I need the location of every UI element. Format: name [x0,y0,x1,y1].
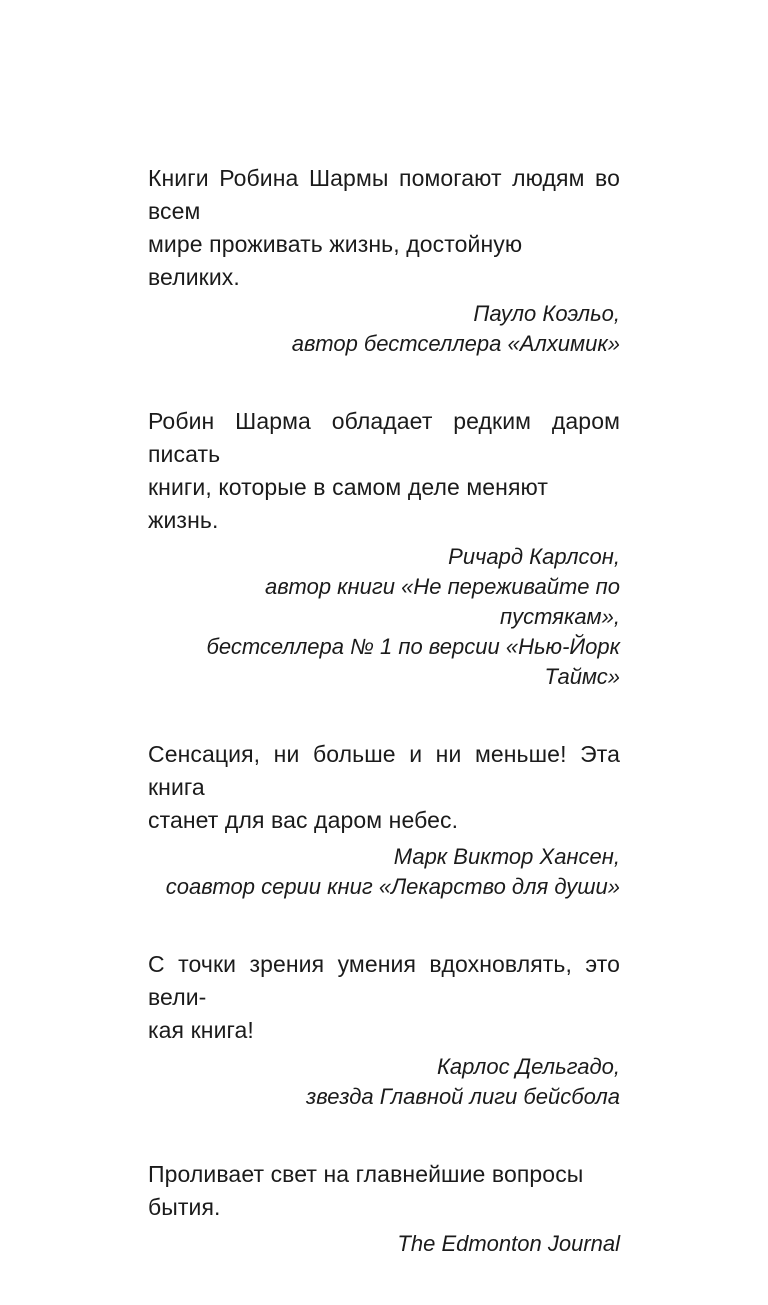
quote-line: станет для вас даром небес. [148,807,459,833]
attribution-line: автор книги «Не переживайте по пустякам», [265,574,620,629]
attribution-line: соавтор серии книг «Лекарство для души» [165,874,620,899]
testimonial-attribution [148,299,620,359]
testimonial-attribution [148,1052,620,1112]
quote-line: кая книга! [148,1017,254,1043]
testimonial-block [148,405,620,692]
attribution-line: The Edmonton Journal [397,1231,620,1256]
testimonial-block [148,948,620,1112]
testimonials-column [148,0,620,1305]
testimonial-attribution [148,1229,620,1259]
testimonial-quote [148,162,620,294]
quote-line: Робин Шарма обладает редким даром писать [148,408,620,467]
testimonial-attribution [148,842,620,902]
testimonial-quote [148,405,620,537]
quote-line: книги, которые в самом деле меняют жизнь. [148,474,549,533]
attribution-line: Ричард Карлсон, [448,544,620,569]
testimonial-quote [148,738,620,837]
testimonial-block [148,162,620,359]
quote-line: С точки зрения умения вдохновлять, это вели- [148,951,620,1010]
testimonial-quote [148,1158,620,1224]
quote-line: Проливает свет на главнейшие вопросы бытия. [148,1161,584,1220]
attribution-line: Пауло Коэльо, [473,301,620,326]
attribution-line: бестселлера № 1 по версии «Нью-Йорк Таймс» [206,634,620,689]
quote-line: Книги Робина Шармы помогают людям во всем [148,165,620,224]
testimonial-quote [148,948,620,1047]
attribution-line: автор бестселлера «Алхимик» [291,331,620,356]
testimonial-block [148,1158,620,1259]
attribution-line: звезда Главной лиги бейсбола [306,1084,620,1109]
quote-line: Сенсация, ни больше и ни меньше! Эта книга [148,741,620,800]
attribution-line: Карлос Дельгадо, [436,1054,620,1079]
quote-line: мире проживать жизнь, достойную великих. [148,231,523,290]
testimonial-block [148,738,620,902]
attribution-line: Марк Виктор Хансен, [393,844,620,869]
testimonial-attribution [148,542,620,692]
